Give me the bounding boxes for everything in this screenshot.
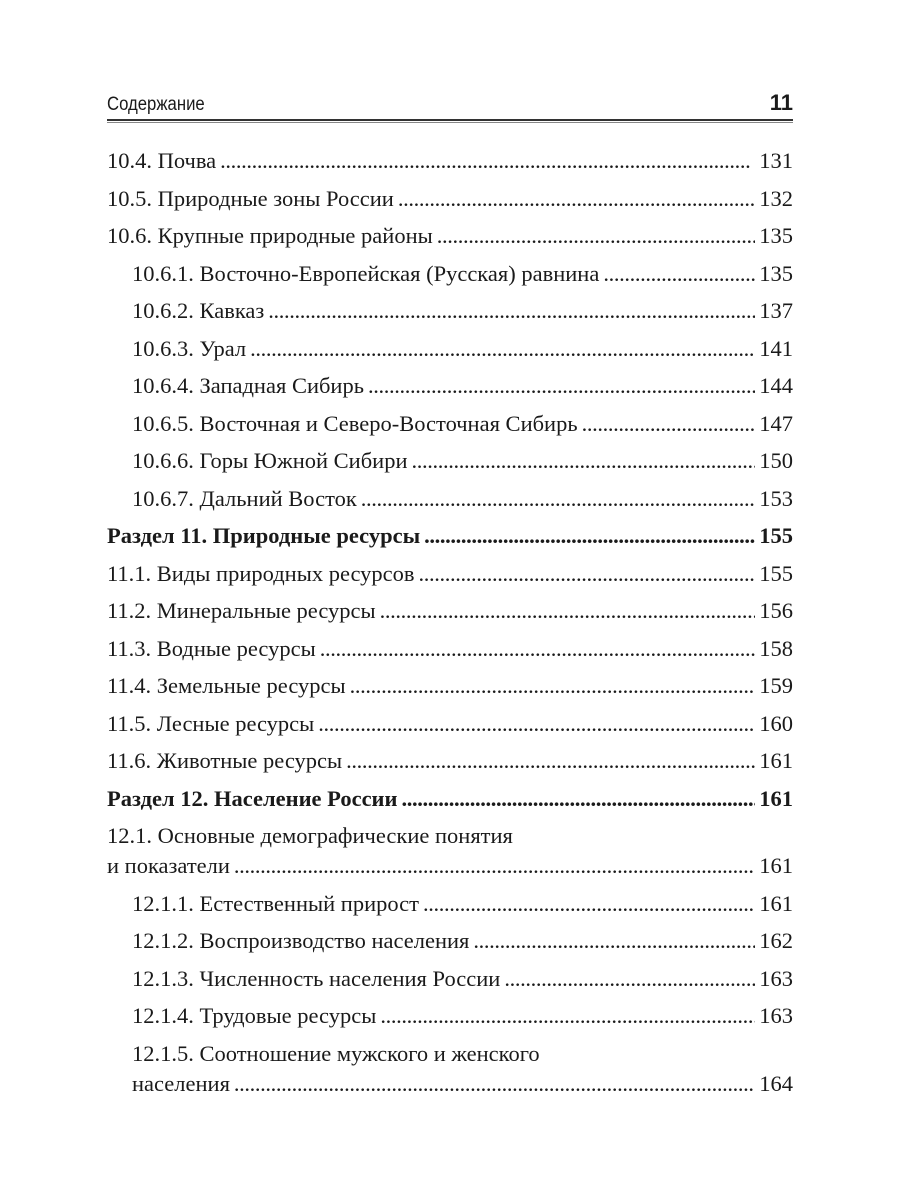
dot-leader bbox=[234, 847, 755, 885]
toc-entry-line bbox=[107, 142, 793, 180]
dot-leader bbox=[380, 997, 755, 1035]
dot-leader bbox=[423, 885, 755, 923]
toc-entry-title: 12.1.4. Трудовые ресурсы bbox=[132, 1003, 377, 1028]
toc-entry-title: 12.1.5. Соотношение мужского и женского bbox=[132, 1040, 540, 1066]
toc-entry-title: 12.1. Основные демографические понятия bbox=[107, 823, 513, 848]
dot-leader bbox=[412, 442, 756, 480]
dot-leader bbox=[424, 517, 755, 555]
toc-page-number: 137 bbox=[759, 298, 793, 323]
toc-entry bbox=[107, 292, 793, 330]
toc-entry-title: 10.6.2. Кавказ bbox=[132, 298, 265, 323]
toc-entry-line bbox=[107, 180, 793, 218]
toc-entry-line bbox=[132, 1035, 793, 1065]
dot-leader bbox=[318, 705, 755, 743]
toc-page-number: 161 bbox=[759, 785, 793, 811]
toc-entry bbox=[107, 405, 793, 443]
toc-entry bbox=[107, 442, 793, 480]
dot-leader bbox=[368, 367, 755, 405]
dot-leader bbox=[504, 960, 755, 998]
toc-entry-line bbox=[132, 922, 793, 960]
table-of-contents bbox=[107, 142, 793, 1102]
toc-entry-line bbox=[107, 517, 793, 555]
toc-page-number: 135 bbox=[759, 260, 793, 286]
toc-entry-line bbox=[107, 217, 793, 255]
dot-leader bbox=[268, 292, 755, 330]
toc-entry-line bbox=[107, 705, 793, 743]
toc-entry bbox=[107, 180, 793, 218]
toc-entry bbox=[107, 480, 793, 518]
toc-entry-line bbox=[132, 405, 793, 443]
dot-leader bbox=[320, 630, 756, 668]
toc-entry bbox=[107, 705, 793, 743]
toc-entry-title: 10.6.7. Дальний Восток bbox=[132, 485, 357, 511]
toc-page-number: 155 bbox=[759, 523, 793, 548]
toc-entry bbox=[107, 742, 793, 780]
toc-entry-title: 10.6.6. Горы Южной Сибири bbox=[132, 448, 408, 473]
header-rule-thin bbox=[107, 122, 793, 123]
dot-leader bbox=[380, 592, 756, 630]
toc-entry bbox=[107, 922, 793, 960]
toc-entry bbox=[107, 960, 793, 998]
toc-entry-line bbox=[132, 255, 793, 293]
dot-leader bbox=[346, 742, 755, 780]
toc-entry-title: и показатели bbox=[107, 853, 230, 878]
toc-entry-line bbox=[132, 960, 793, 998]
toc-entry-title: 11.4. Земельные ресурсы bbox=[107, 673, 346, 698]
toc-entry-line bbox=[107, 780, 793, 818]
toc-entry-line bbox=[132, 885, 793, 923]
toc-entry-title: 10.5. Природные зоны России bbox=[107, 185, 394, 211]
dot-leader bbox=[398, 180, 755, 218]
toc-page-number: 135 bbox=[759, 223, 793, 248]
dot-leader bbox=[473, 922, 755, 960]
toc-entry bbox=[107, 592, 793, 630]
toc-entry-line bbox=[107, 555, 793, 593]
toc-page-number: 160 bbox=[759, 710, 793, 736]
toc-entry-line bbox=[132, 367, 793, 405]
header-rule bbox=[107, 119, 793, 121]
toc-entry-line bbox=[132, 330, 793, 368]
dot-leader bbox=[220, 142, 755, 180]
toc-entry-line bbox=[132, 442, 793, 480]
toc-section-entry bbox=[107, 517, 793, 555]
toc-entry-title: 11.2. Минеральные ресурсы bbox=[107, 598, 376, 623]
dot-leader bbox=[603, 255, 755, 293]
toc-page-number: 164 bbox=[759, 1070, 793, 1096]
toc-entry bbox=[107, 997, 793, 1035]
toc-page-number: 131 bbox=[759, 148, 793, 173]
dot-leader bbox=[582, 405, 756, 443]
toc-entry-title: 11.6. Животные ресурсы bbox=[107, 748, 343, 773]
dot-leader bbox=[361, 480, 755, 518]
toc-entry-line bbox=[132, 997, 793, 1035]
running-header bbox=[107, 86, 793, 116]
toc-entry-title: 10.6.3. Урал bbox=[132, 335, 247, 361]
toc-entry bbox=[107, 255, 793, 293]
toc-section-entry bbox=[107, 780, 793, 818]
dot-leader bbox=[401, 780, 755, 818]
toc-entry bbox=[107, 217, 793, 255]
toc-entry bbox=[107, 630, 793, 668]
dot-leader bbox=[234, 1065, 755, 1103]
toc-page-number: 153 bbox=[759, 485, 793, 511]
toc-entry bbox=[107, 1035, 793, 1103]
toc-page-number: 132 bbox=[759, 185, 793, 211]
header-title: Содержание bbox=[107, 94, 205, 115]
toc-page-number: 161 bbox=[759, 748, 793, 773]
toc-page-number: 141 bbox=[759, 335, 793, 361]
toc-entry bbox=[107, 667, 793, 705]
toc-entry bbox=[107, 817, 793, 885]
toc-entry-line bbox=[107, 630, 793, 668]
toc-entry-title: 10.6. Крупные природные районы bbox=[107, 223, 433, 248]
toc-entry-line bbox=[107, 742, 793, 780]
toc-entry-title: 10.6.4. Западная Сибирь bbox=[132, 373, 364, 398]
toc-page-number: 159 bbox=[759, 673, 793, 698]
toc-entry-line bbox=[107, 817, 793, 847]
toc-entry bbox=[107, 555, 793, 593]
toc-page-number: 158 bbox=[759, 635, 793, 661]
toc-entry-title: 12.1.1. Естественный прирост bbox=[132, 890, 419, 916]
toc-page-number: 147 bbox=[759, 410, 793, 436]
toc-entry bbox=[107, 885, 793, 923]
toc-page-number: 162 bbox=[759, 928, 793, 953]
toc-entry-title: 10.6.5. Восточная и Северо-Восточная Сибирь bbox=[132, 410, 578, 436]
toc-page-number: 163 bbox=[759, 965, 793, 991]
header-page-number: 11 bbox=[769, 90, 793, 115]
toc-entry-title: 12.1.3. Численность населения России bbox=[132, 965, 501, 991]
toc-entry-title: Раздел 11. Природные ресурсы bbox=[107, 523, 421, 548]
toc-entry bbox=[107, 330, 793, 368]
toc-entry-title: 11.3. Водные ресурсы bbox=[107, 635, 316, 661]
toc-entry-title: Раздел 12. Население России bbox=[107, 785, 398, 811]
toc-entry-title: населения bbox=[132, 1070, 230, 1096]
dot-leader bbox=[419, 555, 756, 593]
toc-entry-title: 10.6.1. Восточно-Европейская (Русская) равнина bbox=[132, 260, 600, 286]
dot-leader bbox=[250, 330, 755, 368]
toc-entry bbox=[107, 367, 793, 405]
toc-entry-line bbox=[107, 592, 793, 630]
toc-page-number: 150 bbox=[759, 448, 793, 473]
dot-leader bbox=[350, 667, 756, 705]
toc-entry-line bbox=[132, 480, 793, 518]
toc-entry-line bbox=[132, 292, 793, 330]
toc-page-number: 161 bbox=[759, 890, 793, 916]
toc-entry-line bbox=[107, 847, 793, 885]
toc-entry-title: 12.1.2. Воспроизводство населения bbox=[132, 928, 470, 953]
dot-leader bbox=[437, 217, 756, 255]
toc-page-number: 144 bbox=[759, 373, 793, 398]
toc-entry-line bbox=[107, 667, 793, 705]
toc-entry-title: 10.4. Почва bbox=[107, 148, 217, 173]
toc-entry bbox=[107, 142, 793, 180]
toc-page-number: 161 bbox=[759, 853, 793, 878]
toc-page-number: 163 bbox=[759, 1003, 793, 1028]
toc-entry-title: 11.5. Лесные ресурсы bbox=[107, 710, 315, 736]
toc-entry-title: 11.1. Виды природных ресурсов bbox=[107, 560, 415, 586]
toc-page-number: 155 bbox=[759, 560, 793, 586]
toc-page-number: 156 bbox=[759, 598, 793, 623]
